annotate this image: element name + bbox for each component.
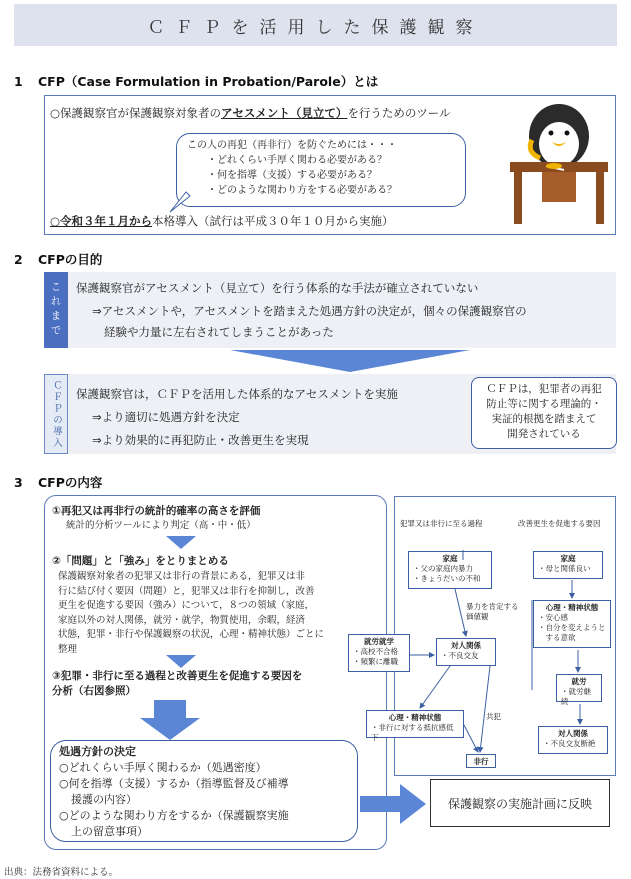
step1-body: 統計的分析ツールにより判定（高・中・低）	[66, 520, 256, 531]
left-relation-box: 対人関係 ・不良交友	[436, 638, 496, 666]
after-line-2: ⇒より適切に処遇方針を決定	[92, 410, 240, 424]
down-arrow-icon	[230, 350, 470, 374]
title-banner	[14, 4, 617, 46]
reflect-plan-box: 保護観察の実施計画に反映	[430, 779, 610, 827]
right-relation-box: 対人関係 ・不良交友断絶	[538, 726, 608, 754]
note-violence-2: 価値観	[466, 612, 489, 621]
before-tag: これまで	[44, 272, 68, 348]
section2-heading: 2 CFPの目的	[14, 252, 103, 267]
step2-title: ②「問題」と「強み」をとりまとめる	[52, 555, 229, 567]
after-line-1: 保護観察官は，ＣＦＰを活用した体系的なアセスメントを実施	[76, 387, 398, 401]
treatment-policy-box: 処遇方針の決定 ○どれくらい手厚く関わるか（処遇密度） ○何を指導（支援）するか（指導監督及び補導 援護の内容） ○どのような関わり方をするか（保護観察実施 上の留意事項）	[50, 740, 358, 842]
after-line-3: ⇒より効果的に再犯防止・改善更生を実現	[92, 433, 309, 447]
cfp-note-box: ＣＦＰは，犯罪者の再犯 防止等に関する理論的・ 実証的根拠を踏まえて 開発されている	[471, 377, 617, 449]
diagram-arrows	[340, 540, 620, 776]
left-school-box: 就労就学 ・高校不合格 ・頻繁に離職	[348, 634, 410, 672]
step-arrow-icon	[166, 536, 196, 550]
section1-heading: 1 CFP（Case Formulation in Probation/Parole）とは	[14, 74, 379, 89]
right-arrow-icon	[360, 784, 426, 824]
section1-definition: ○保護観察官が保護観察対象者のアセスメント（見立て）を行うためのツール	[50, 106, 451, 120]
left-result-box: 非行	[466, 754, 496, 768]
step-arrow-icon-2	[166, 655, 196, 669]
left-mind-box: 心理・精神状態 ・非行に対する抵抗感低下	[366, 710, 464, 738]
page-title: ＣＦＰを活用した保護観察	[147, 17, 484, 38]
diagram-right-title: 改善更生を促進する要因	[518, 519, 601, 528]
step1-title: ①再犯又は再非行の統計的確率の高さを評価	[52, 505, 261, 517]
step2-body: 保護観察対象者の犯罪又は非行の背景にある，犯罪又は非 行に結び付く要因（問題）と，犯罪又は非行を抑制し，改善 更生を促進する要因（強み）について，８つの領域（家庭， 家庭以外の対人関係，就労・就学，物質使用，余暇，経済 状態，犯罪・非行や保護観察の状況，心理・精神状態）ごとに 整理	[58, 571, 325, 655]
note-accomplice: 共犯	[486, 712, 501, 721]
before-line-1: 保護観察官がアセスメント（見立て）を行う体系的な手法が確立されていない	[76, 281, 479, 295]
before-line-2: ⇒アセスメントや，アセスメントを踏まえた処遇方針の決定が，個々の保護観察官の	[92, 304, 527, 318]
before-line-3: 経験や力量に左右されてしまうことがあった	[104, 325, 334, 339]
right-work-box: 就労 ・就労継続	[556, 674, 602, 702]
right-family-box: 家庭 ・母と関係良い	[533, 551, 603, 579]
after-tag: ＣＦＰの導入	[44, 374, 68, 454]
penguin-mascot-icon	[506, 100, 612, 230]
source-note: 出典：法務省資料による。	[4, 867, 119, 878]
right-mind-box: 心理・精神状態 ・安心感 ・自分を変えようと する意欲	[533, 600, 611, 648]
note-violence-1: 暴力を肯定する	[466, 602, 519, 611]
diagram-left-title: 犯罪又は非行に至る過程	[400, 519, 483, 528]
step3-title: ③犯罪・非行に至る過程と改善更生を促進する要因を 分析（右図参照）	[52, 670, 303, 697]
section1-introduction: ○令和３年１月から本格導入（試行は平成３０年１０月から実施）	[50, 214, 394, 228]
speech-bubble: この人の再犯（再非行）を防ぐためには・・・ ・どれくらい手厚く関わる必要がある？ ・何を指導（支援）する必要がある？ ・どのような関わり方をする必要がある？	[176, 133, 466, 207]
left-family-box: 家庭 ・父の家庭内暴力 ・きょうだいの不和	[408, 551, 492, 589]
section3-heading: 3 CFPの内容	[14, 475, 103, 490]
big-down-arrow-icon	[140, 700, 200, 740]
